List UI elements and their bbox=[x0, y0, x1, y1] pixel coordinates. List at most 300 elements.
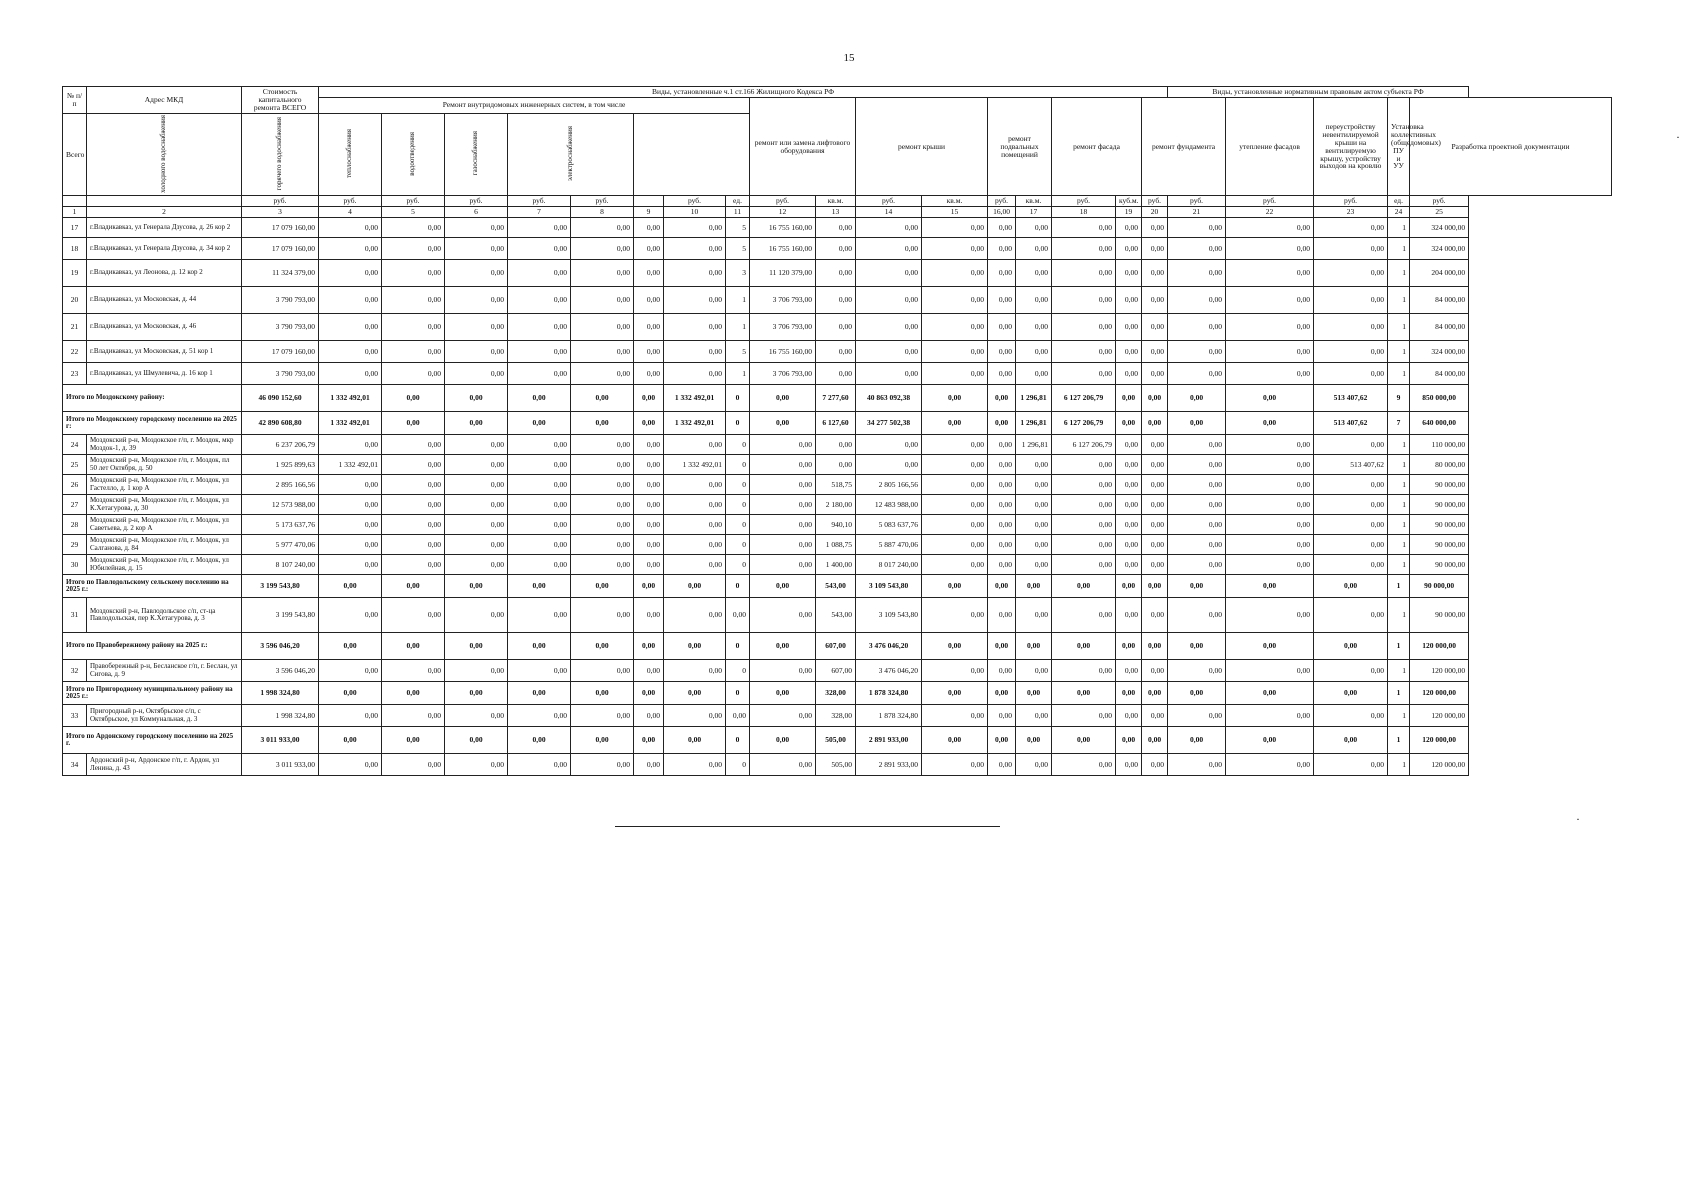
value-cell: 1 bbox=[726, 287, 750, 314]
units-row bbox=[63, 196, 1612, 207]
header-cold-water bbox=[87, 113, 242, 196]
unit-cell: руб. bbox=[1052, 196, 1116, 207]
table-row bbox=[63, 475, 1612, 495]
value-cell: 0,00 bbox=[634, 555, 664, 575]
value-cell: 0,00 bbox=[1016, 598, 1052, 633]
value-cell: 0,00 bbox=[1052, 475, 1116, 495]
value-cell: 0,00 bbox=[1168, 535, 1226, 555]
value-cell: 0,00 bbox=[382, 455, 445, 475]
column-number-cell: 18 bbox=[1052, 207, 1116, 218]
unit-cell: руб. bbox=[664, 196, 726, 207]
unit-cell: руб. bbox=[1410, 196, 1469, 207]
value-cell: 0,00 bbox=[750, 598, 816, 633]
value-cell: 0,00 bbox=[634, 475, 664, 495]
table-row bbox=[63, 555, 1612, 575]
page-number: 15 bbox=[843, 52, 855, 64]
value-cell: 0,00 bbox=[1314, 495, 1388, 515]
subtotal-cell: 0,00 bbox=[634, 575, 664, 598]
subtotal-cell: 7 277,60 bbox=[816, 385, 856, 412]
value-cell: 8 107 240,00 bbox=[242, 555, 319, 575]
value-cell: 0,00 bbox=[445, 705, 508, 727]
subtotal-cell: 0,00 bbox=[1168, 727, 1226, 754]
subtotal-cell: 0,00 bbox=[571, 575, 634, 598]
subtotal-cell: 40 863 092,38 bbox=[856, 385, 922, 412]
value-cell: 11 324 379,00 bbox=[242, 260, 319, 287]
value-cell: 0,00 bbox=[1052, 238, 1116, 260]
header-insulation: утепление фасадов bbox=[1226, 97, 1314, 196]
subtotal-cell: 0,00 bbox=[750, 727, 816, 754]
value-cell: 0,00 bbox=[664, 260, 726, 287]
subtotal-cell: 0,00 bbox=[1052, 682, 1116, 705]
value-cell: 0,00 bbox=[1226, 495, 1314, 515]
subtotal-cell: 0,00 bbox=[382, 633, 445, 660]
header-facade: ремонт фасада bbox=[1052, 97, 1142, 196]
value-cell: 0,00 bbox=[988, 475, 1016, 495]
value-cell: 0,00 bbox=[1116, 341, 1142, 363]
table-row bbox=[63, 598, 1612, 633]
value-cell: 0,00 bbox=[750, 495, 816, 515]
subtotal-cell: 0,00 bbox=[571, 633, 634, 660]
value-cell: 0,00 bbox=[1116, 314, 1142, 341]
subtotal-cell: 0,00 bbox=[664, 727, 726, 754]
value-cell: 1 bbox=[1388, 238, 1410, 260]
subtotal-label: Итого по Моздокскому району: bbox=[63, 385, 242, 412]
value-cell: 1 bbox=[1388, 314, 1410, 341]
column-number-cell: 17 bbox=[1016, 207, 1052, 218]
value-cell: 0,00 bbox=[508, 314, 571, 341]
value-cell: 0,00 bbox=[1052, 495, 1116, 515]
subtotal-cell: 0,00 bbox=[1116, 727, 1142, 754]
value-cell: 0,00 bbox=[664, 435, 726, 455]
header-design: Разработка проектной документации bbox=[1410, 97, 1612, 196]
value-cell: 1 bbox=[1388, 455, 1410, 475]
value-cell: 0,00 bbox=[571, 287, 634, 314]
subtotal-cell: 6 127 206,79 bbox=[1052, 412, 1116, 435]
value-cell: 1 925 899,63 bbox=[242, 455, 319, 475]
row-number: 27 bbox=[63, 495, 87, 515]
value-cell: 0 bbox=[726, 455, 750, 475]
value-cell: 0,00 bbox=[922, 660, 988, 682]
value-cell: 0,00 bbox=[571, 341, 634, 363]
unit-cell: ед. bbox=[1388, 196, 1410, 207]
subtotal-cell: 0,00 bbox=[634, 412, 664, 435]
value-cell: 0,00 bbox=[922, 341, 988, 363]
value-cell: 0,00 bbox=[1116, 515, 1142, 535]
subtotal-cell: 1 332 492,01 bbox=[319, 385, 382, 412]
value-cell: 324 000,00 bbox=[1410, 341, 1469, 363]
value-cell: 120 000,00 bbox=[1410, 660, 1469, 682]
subtotal-cell: 513 407,62 bbox=[1314, 385, 1388, 412]
value-cell: 0,00 bbox=[445, 218, 508, 238]
value-cell: 0,00 bbox=[571, 660, 634, 682]
value-cell: 1 bbox=[1388, 435, 1410, 455]
value-cell: 0,00 bbox=[1314, 475, 1388, 495]
value-cell: 0,00 bbox=[508, 598, 571, 633]
subtotal-cell: 0,00 bbox=[382, 727, 445, 754]
subtotal-cell: 0,00 bbox=[1016, 575, 1052, 598]
value-cell: 3 109 543,80 bbox=[856, 598, 922, 633]
unit-cell bbox=[63, 196, 87, 207]
subtotal-cell: 0,00 bbox=[1226, 575, 1314, 598]
value-cell: 0,00 bbox=[988, 754, 1016, 776]
value-cell: 1 bbox=[1388, 475, 1410, 495]
value-cell: 0,00 bbox=[1226, 218, 1314, 238]
subtotal-cell: 1 bbox=[1388, 727, 1410, 754]
value-cell: 5 173 637,76 bbox=[242, 515, 319, 535]
unit-cell: руб. bbox=[242, 196, 319, 207]
value-cell: 0,00 bbox=[1116, 287, 1142, 314]
value-cell: 6 237 206,79 bbox=[242, 435, 319, 455]
subtotal-cell: 42 890 608,80 bbox=[242, 412, 319, 435]
value-cell: 0,00 bbox=[571, 475, 634, 495]
unit-cell: руб. bbox=[988, 196, 1016, 207]
value-cell: 0,00 bbox=[1226, 260, 1314, 287]
table-row bbox=[63, 314, 1612, 341]
value-cell: 6 127 206,79 bbox=[1052, 435, 1116, 455]
value-cell: 0,00 bbox=[445, 754, 508, 776]
unit-cell bbox=[634, 196, 664, 207]
value-cell: 0,00 bbox=[1116, 363, 1142, 385]
subtotal-cell: 1 296,81 bbox=[1016, 412, 1052, 435]
value-cell: 0,00 bbox=[1168, 455, 1226, 475]
value-cell: 0,00 bbox=[922, 475, 988, 495]
subtotal-cell: 0,00 bbox=[750, 633, 816, 660]
value-cell: 0,00 bbox=[856, 287, 922, 314]
address-cell: Моздокский р-н, Моздокское г/п, г. Моздок, ул Саветьева, д. 2 кор А bbox=[87, 515, 242, 535]
value-cell: 0,00 bbox=[1168, 314, 1226, 341]
value-cell: 0 bbox=[726, 754, 750, 776]
value-cell: 0,00 bbox=[1142, 455, 1168, 475]
value-cell: 0,00 bbox=[1116, 495, 1142, 515]
subtotal-cell: 513 407,62 bbox=[1314, 412, 1388, 435]
margin-mark: · bbox=[1576, 812, 1580, 826]
value-cell: 0,00 bbox=[1116, 218, 1142, 238]
value-cell: 0,00 bbox=[571, 314, 634, 341]
unit-cell: куб.м. bbox=[1116, 196, 1142, 207]
value-cell: 90 000,00 bbox=[1410, 535, 1469, 555]
value-cell: 0,00 bbox=[922, 435, 988, 455]
value-cell: 3 596 046,20 bbox=[242, 660, 319, 682]
subtotal-cell: 3 596 046,20 bbox=[242, 633, 319, 660]
subtotal-cell: 0,00 bbox=[1168, 575, 1226, 598]
value-cell: 0,00 bbox=[664, 705, 726, 727]
value-cell: 1 bbox=[1388, 598, 1410, 633]
value-cell: 0,00 bbox=[1226, 238, 1314, 260]
value-cell: 0,00 bbox=[382, 341, 445, 363]
value-cell: 0,00 bbox=[445, 455, 508, 475]
value-cell: 84 000,00 bbox=[1410, 287, 1469, 314]
table-row bbox=[63, 455, 1612, 475]
value-cell: 0,00 bbox=[922, 260, 988, 287]
value-cell: 0,00 bbox=[571, 218, 634, 238]
row-number: 31 bbox=[63, 598, 87, 633]
value-cell: 0,00 bbox=[382, 287, 445, 314]
header-hot-water-text: горячего водоснабжения bbox=[275, 116, 284, 191]
unit-cell: кв.м. bbox=[922, 196, 988, 207]
value-cell: 0,00 bbox=[319, 238, 382, 260]
value-cell: 0,00 bbox=[922, 455, 988, 475]
table-row bbox=[63, 754, 1612, 776]
subtotal-cell: 0,00 bbox=[1314, 633, 1388, 660]
value-cell: 0,00 bbox=[664, 535, 726, 555]
value-cell: 17 079 160,00 bbox=[242, 341, 319, 363]
value-cell: 0 bbox=[726, 435, 750, 455]
subtotal-cell: 0,00 bbox=[1226, 633, 1314, 660]
subtotal-label: Итого по Павлодольскому сельскому поселению на 2025 г.: bbox=[63, 575, 242, 598]
value-cell: 3 476 046,20 bbox=[856, 660, 922, 682]
subtotal-cell: 0,00 bbox=[1116, 575, 1142, 598]
value-cell: 16 755 160,00 bbox=[750, 341, 816, 363]
value-cell: 0,00 bbox=[382, 535, 445, 555]
value-cell: 0,00 bbox=[1314, 314, 1388, 341]
value-cell: 0,00 bbox=[319, 705, 382, 727]
header-lift: ремонт или замена лифтового оборудования bbox=[750, 97, 856, 196]
value-cell: 0,00 bbox=[750, 515, 816, 535]
value-cell: 0,00 bbox=[445, 435, 508, 455]
column-number-cell: 14 bbox=[856, 207, 922, 218]
value-cell: 0,00 bbox=[988, 260, 1016, 287]
table-row bbox=[63, 705, 1612, 727]
value-cell: 0,00 bbox=[664, 363, 726, 385]
value-cell: 0,00 bbox=[1016, 238, 1052, 260]
value-cell: 0,00 bbox=[1168, 341, 1226, 363]
value-cell: 0,00 bbox=[382, 435, 445, 455]
subtotal-cell: 0,00 bbox=[922, 385, 988, 412]
value-cell: 0,00 bbox=[750, 475, 816, 495]
value-cell: 518,75 bbox=[816, 475, 856, 495]
value-cell: 0,00 bbox=[1226, 287, 1314, 314]
subtotal-cell: 0,00 bbox=[1314, 727, 1388, 754]
subtotal-row bbox=[63, 633, 1612, 660]
subtotal-label: Итого по Правобережному району на 2025 г.: bbox=[63, 633, 242, 660]
unit-cell: руб. bbox=[856, 196, 922, 207]
value-cell: 0,00 bbox=[922, 238, 988, 260]
value-cell: 0,00 bbox=[1168, 660, 1226, 682]
value-cell: 0,00 bbox=[1016, 495, 1052, 515]
value-cell: 0,00 bbox=[664, 515, 726, 535]
value-cell: 0,00 bbox=[922, 705, 988, 727]
subtotal-cell: 0 bbox=[726, 682, 750, 705]
subtotal-cell: 0,00 bbox=[922, 682, 988, 705]
value-cell: 0,00 bbox=[508, 754, 571, 776]
row-number: 18 bbox=[63, 238, 87, 260]
header-reroof: переустройству невентилируемой крыши на вентилируемую крышу, устройству выходов на кровлю bbox=[1314, 97, 1388, 196]
row-number: 32 bbox=[63, 660, 87, 682]
value-cell: 0,00 bbox=[1116, 475, 1142, 495]
value-cell: 0,00 bbox=[1052, 314, 1116, 341]
header-sewer bbox=[382, 113, 445, 196]
value-cell: 0,00 bbox=[634, 515, 664, 535]
value-cell: 0,00 bbox=[382, 555, 445, 575]
subtotal-cell: 0,00 bbox=[319, 727, 382, 754]
address-cell: г.Владикавказ, ул Московская, д. 44 bbox=[87, 287, 242, 314]
subtotal-cell: 0,00 bbox=[750, 412, 816, 435]
subtotal-cell: 0 bbox=[726, 727, 750, 754]
value-cell: 0,00 bbox=[750, 455, 816, 475]
header-total: Всего bbox=[63, 113, 87, 196]
subtotal-cell: 0,00 bbox=[1052, 727, 1116, 754]
column-number-cell: 5 bbox=[382, 207, 445, 218]
value-cell: 0,00 bbox=[988, 495, 1016, 515]
row-number: 28 bbox=[63, 515, 87, 535]
value-cell: 0,00 bbox=[634, 238, 664, 260]
value-cell: 0,00 bbox=[634, 435, 664, 455]
value-cell: 0,00 bbox=[1052, 555, 1116, 575]
value-cell: 1 bbox=[1388, 218, 1410, 238]
value-cell: 0,00 bbox=[1168, 705, 1226, 727]
column-number-cell: 7 bbox=[508, 207, 571, 218]
subtotal-cell: 0 bbox=[726, 412, 750, 435]
value-cell: 0,00 bbox=[1116, 705, 1142, 727]
value-cell: 0,00 bbox=[922, 598, 988, 633]
table-row bbox=[63, 287, 1612, 314]
value-cell: 0,00 bbox=[988, 455, 1016, 475]
column-number-cell: 12 bbox=[750, 207, 816, 218]
value-cell: 1 998 324,80 bbox=[242, 705, 319, 727]
value-cell: 0,00 bbox=[508, 705, 571, 727]
table-row bbox=[63, 435, 1612, 455]
value-cell: 0,00 bbox=[508, 260, 571, 287]
subtotal-label: Итого по Пригородному муниципальному району на 2025 г.: bbox=[63, 682, 242, 705]
value-cell: 0,00 bbox=[856, 363, 922, 385]
value-cell: 0,00 bbox=[1314, 705, 1388, 727]
value-cell: 3 199 543,80 bbox=[242, 598, 319, 633]
value-cell: 5 bbox=[726, 238, 750, 260]
subtotal-cell: 0,00 bbox=[1142, 412, 1168, 435]
subtotal-row bbox=[63, 575, 1612, 598]
value-cell: 3 706 793,00 bbox=[750, 314, 816, 341]
value-cell: 0,00 bbox=[1142, 495, 1168, 515]
value-cell: 0,00 bbox=[1052, 515, 1116, 535]
value-cell: 0,00 bbox=[1314, 341, 1388, 363]
value-cell: 0,00 bbox=[1168, 754, 1226, 776]
unit-cell: ед. bbox=[726, 196, 750, 207]
value-cell: 0,00 bbox=[382, 495, 445, 515]
value-cell: 0,00 bbox=[382, 515, 445, 535]
value-cell: 1 bbox=[1388, 535, 1410, 555]
subtotal-cell: 0,00 bbox=[922, 633, 988, 660]
value-cell: 0,00 bbox=[1168, 287, 1226, 314]
address-cell: г.Владикавказ, ул Шмулевича, д. 16 кор 1 bbox=[87, 363, 242, 385]
subtotal-cell: 0,00 bbox=[445, 412, 508, 435]
value-cell: 0,00 bbox=[816, 260, 856, 287]
value-cell: 1 bbox=[1388, 363, 1410, 385]
subtotal-cell: 1 332 492,01 bbox=[319, 412, 382, 435]
value-cell: 543,00 bbox=[816, 598, 856, 633]
value-cell: 0,00 bbox=[1142, 535, 1168, 555]
value-cell: 0,00 bbox=[319, 495, 382, 515]
row-number: 17 bbox=[63, 218, 87, 238]
subtotal-cell: 3 109 543,80 bbox=[856, 575, 922, 598]
value-cell: 0,00 bbox=[634, 495, 664, 515]
value-cell: 940,10 bbox=[816, 515, 856, 535]
value-cell: 0,00 bbox=[1016, 455, 1052, 475]
value-cell: 1 332 492,01 bbox=[319, 455, 382, 475]
table-row bbox=[63, 660, 1612, 682]
value-cell: 2 805 166,56 bbox=[856, 475, 922, 495]
subtotal-cell: 0,00 bbox=[1142, 682, 1168, 705]
value-cell: 0,00 bbox=[1016, 218, 1052, 238]
subtotal-cell: 0,00 bbox=[571, 412, 634, 435]
subtotal-cell: 0,00 bbox=[1052, 575, 1116, 598]
subtotal-cell: 0,00 bbox=[750, 682, 816, 705]
repair-program-table-wrap bbox=[62, 86, 1612, 776]
subtotal-row bbox=[63, 727, 1612, 754]
value-cell: 0,00 bbox=[922, 495, 988, 515]
value-cell: 0,00 bbox=[571, 363, 634, 385]
value-cell: 0,00 bbox=[988, 598, 1016, 633]
unit-cell: руб. bbox=[571, 196, 634, 207]
subtotal-cell: 0,00 bbox=[382, 412, 445, 435]
subtotal-cell: 1 296,81 bbox=[1016, 385, 1052, 412]
value-cell: 1 296,81 bbox=[1016, 435, 1052, 455]
table-row bbox=[63, 260, 1612, 287]
subtotal-cell: 0,00 bbox=[571, 727, 634, 754]
value-cell: 0,00 bbox=[1168, 435, 1226, 455]
address-cell: Пригородный р-н, Октябрьское с/п, с Октябрьское, ул Коммунальная, д. 3 bbox=[87, 705, 242, 727]
header-meters: Установка коллективных (общедомовых) ПУ и УУ bbox=[1388, 97, 1410, 196]
value-cell: 1 bbox=[1388, 515, 1410, 535]
value-cell: 0,00 bbox=[988, 705, 1016, 727]
column-number-cell: 3 bbox=[242, 207, 319, 218]
table-row bbox=[63, 535, 1612, 555]
value-cell: 0,00 bbox=[1314, 260, 1388, 287]
value-cell: 1 400,00 bbox=[816, 555, 856, 575]
value-cell: 84 000,00 bbox=[1410, 363, 1469, 385]
table-row bbox=[63, 515, 1612, 535]
value-cell: 0,00 bbox=[445, 495, 508, 515]
value-cell: 0,00 bbox=[1052, 660, 1116, 682]
column-number-cell: 25 bbox=[1410, 207, 1469, 218]
subtotal-cell: 0,00 bbox=[382, 575, 445, 598]
value-cell: 1 bbox=[1388, 555, 1410, 575]
value-cell: 0,00 bbox=[1314, 598, 1388, 633]
value-cell: 1 bbox=[1388, 754, 1410, 776]
header-heat-text: теплоснабжения bbox=[345, 129, 354, 179]
subtotal-cell: 1 998 324,80 bbox=[242, 682, 319, 705]
value-cell: 1 bbox=[1388, 341, 1410, 363]
value-cell: 0,00 bbox=[1226, 660, 1314, 682]
value-cell: 0,00 bbox=[1142, 218, 1168, 238]
value-cell: 0,00 bbox=[1314, 238, 1388, 260]
value-cell: 3 706 793,00 bbox=[750, 287, 816, 314]
value-cell: 0,00 bbox=[988, 287, 1016, 314]
value-cell: 0,00 bbox=[856, 341, 922, 363]
value-cell: 0,00 bbox=[445, 260, 508, 287]
value-cell: 0,00 bbox=[922, 515, 988, 535]
value-cell: 0,00 bbox=[1226, 314, 1314, 341]
value-cell: 0,00 bbox=[922, 754, 988, 776]
value-cell: 1 bbox=[1388, 705, 1410, 727]
value-cell: 0,00 bbox=[1016, 515, 1052, 535]
subtotal-cell: 0,00 bbox=[382, 682, 445, 705]
value-cell: 0,00 bbox=[1016, 535, 1052, 555]
header-cold-water-text: холодного водоснабжения bbox=[159, 114, 168, 193]
value-cell: 0,00 bbox=[571, 238, 634, 260]
value-cell: 0,00 bbox=[319, 363, 382, 385]
value-cell: 0,00 bbox=[1142, 260, 1168, 287]
row-number: 33 bbox=[63, 705, 87, 727]
value-cell: 0,00 bbox=[319, 754, 382, 776]
value-cell: 0,00 bbox=[750, 435, 816, 455]
value-cell: 0,00 bbox=[571, 495, 634, 515]
unit-cell: руб. bbox=[1168, 196, 1226, 207]
subtotal-cell: 0,00 bbox=[1142, 633, 1168, 660]
value-cell: 0,00 bbox=[508, 218, 571, 238]
value-cell: 12 573 988,00 bbox=[242, 495, 319, 515]
subtotal-cell: 3 476 046,20 bbox=[856, 633, 922, 660]
value-cell: 0,00 bbox=[750, 705, 816, 727]
